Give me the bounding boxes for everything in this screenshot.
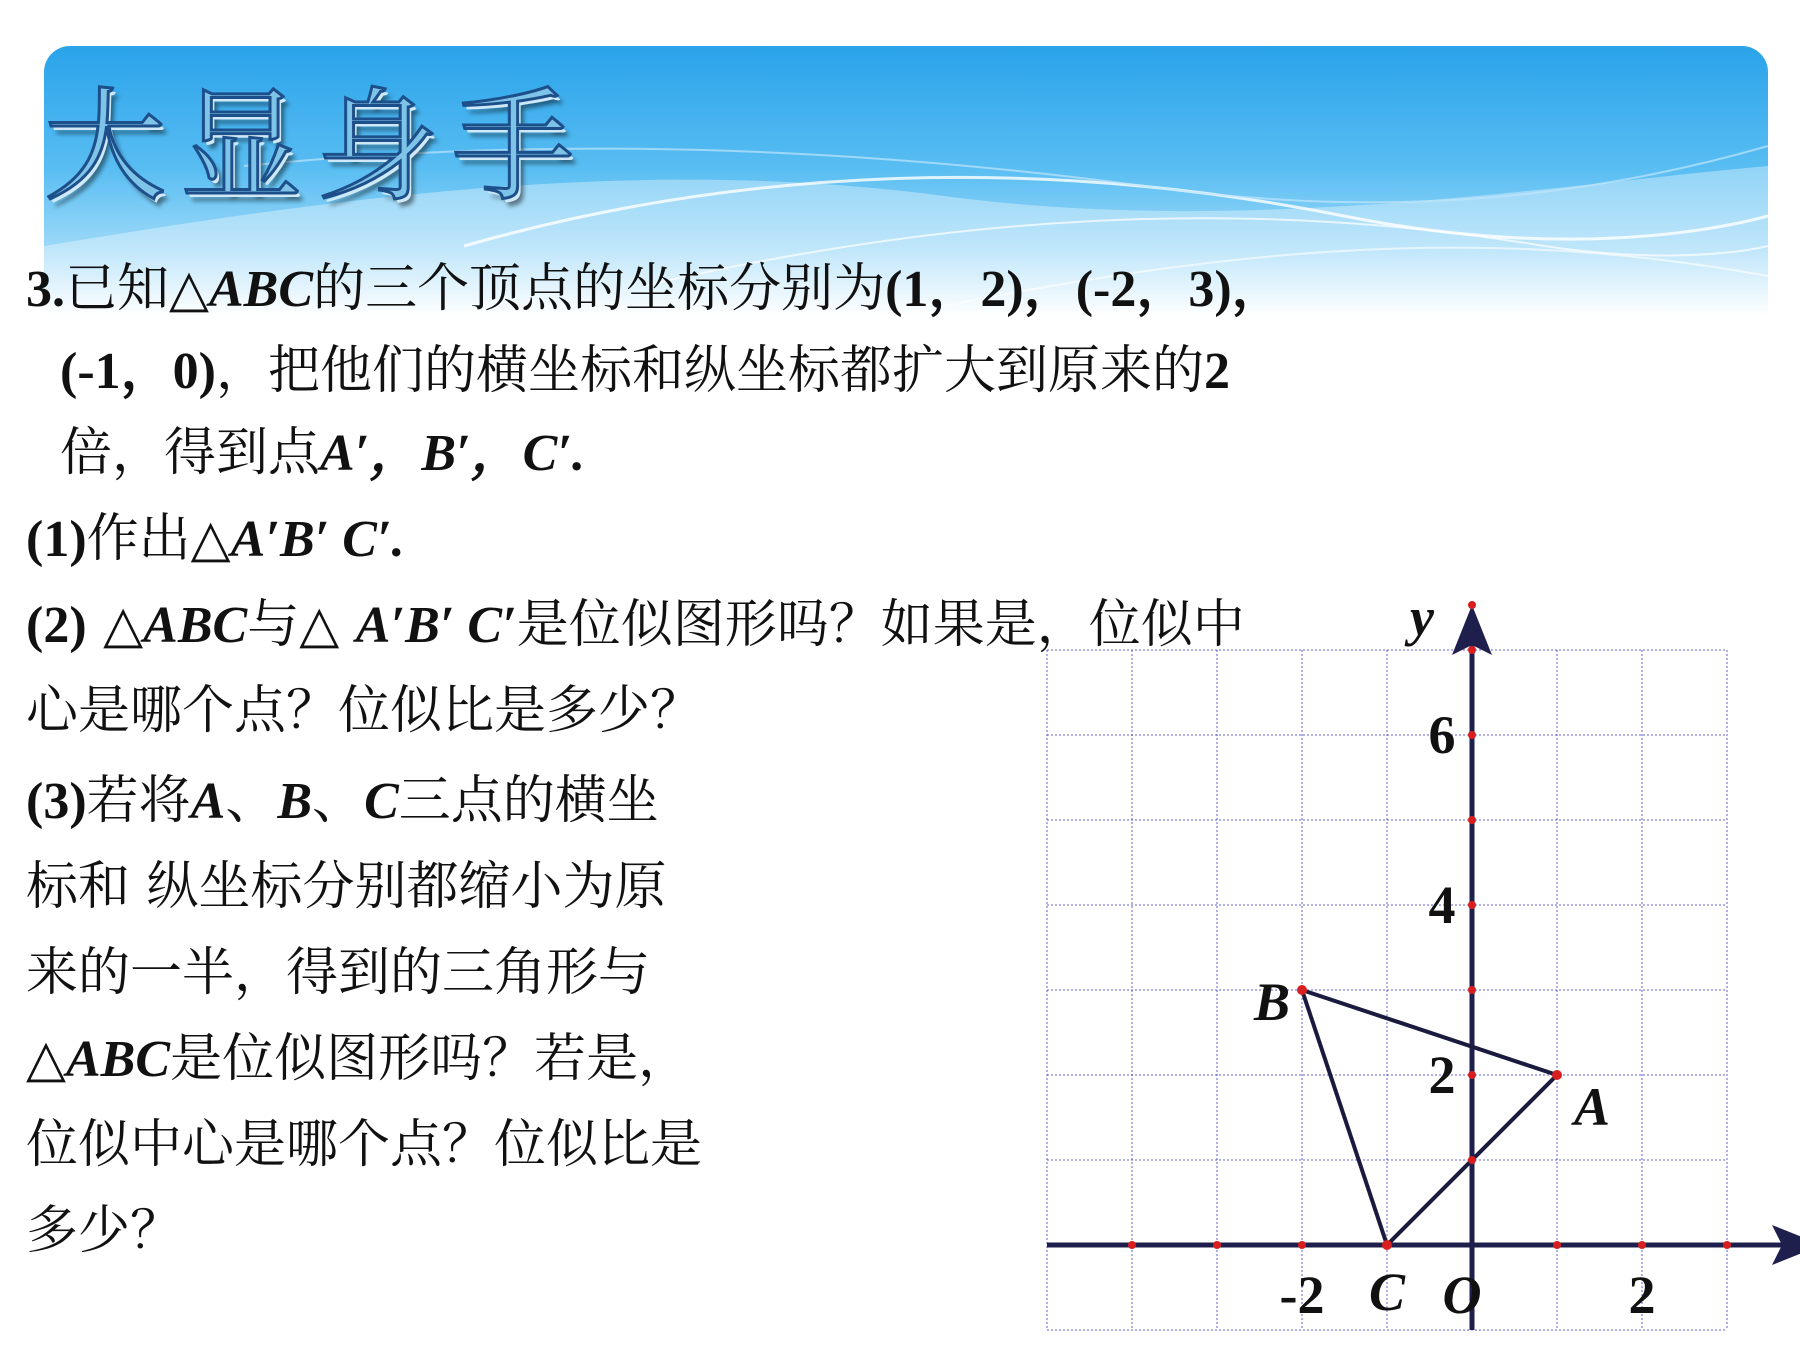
y-axis-label: y <box>1410 587 1434 647</box>
x-tick-dot <box>1298 1241 1306 1249</box>
point-label: C <box>364 773 399 830</box>
text: 若将 <box>86 771 191 831</box>
question-3-line-2: 标和 纵坐标分别都缩小为原 <box>26 857 667 917</box>
y-tick-dot <box>1468 731 1476 739</box>
text: 倍，得到点 <box>60 423 321 483</box>
text: 是位似图形吗？如果是，位似中 <box>516 595 1245 655</box>
triangle-abc <box>1297 985 1562 1250</box>
y-tick-dot <box>1468 1071 1476 1079</box>
x-tick-label: 2 <box>1628 1265 1656 1325</box>
origin-label: O <box>1442 1265 1482 1325</box>
points-label: A′，B′，C′. <box>320 425 585 482</box>
y-tick-dot <box>1468 901 1476 909</box>
triangle-abc-outline <box>1302 990 1557 1245</box>
problem-line-2 <box>60 340 1230 403</box>
x-tick-dot <box>1383 1241 1391 1249</box>
question-3-line-3: 来的一半，得到的三角形与 <box>26 943 651 1003</box>
scale-factor: 2 <box>1203 343 1230 400</box>
text: 是位似图形吗？若是， <box>170 1029 691 1089</box>
vertex-dot-b <box>1297 985 1307 995</box>
point-label: A <box>190 773 226 830</box>
axes <box>1047 605 1800 1330</box>
y-tick-dot <box>1468 986 1476 994</box>
y-tick-dot <box>1468 816 1476 824</box>
y-tick-dot <box>1468 1156 1476 1164</box>
x-tick-dot <box>1553 1241 1561 1249</box>
text: 、 <box>225 771 278 831</box>
grid <box>1047 650 1727 1330</box>
question-3-line-4 <box>26 1028 690 1091</box>
coordinate: (-1，0) <box>60 343 216 400</box>
banner-title: 大显身手 <box>44 76 588 218</box>
text: 、 <box>312 771 365 831</box>
question-2-cont: 心是哪个点？位似比是多少？ <box>26 681 703 741</box>
y-tick-dot <box>1468 601 1476 609</box>
point-label-c: C <box>1368 1262 1406 1322</box>
y-tick-label: 6 <box>1428 705 1456 765</box>
point-label-b: B <box>1253 972 1291 1032</box>
triangle-label: A′B′ C′ <box>355 597 517 654</box>
problem-line-1 <box>26 258 1284 321</box>
graph-labels <box>1253 587 1800 1325</box>
problem-number: 3. <box>26 261 65 318</box>
y-tick-label: 4 <box>1428 875 1456 935</box>
text: △ <box>26 1029 66 1089</box>
text: ，把他们的横坐标和纵坐标都扩大到原来的 <box>215 341 1204 401</box>
y-tick-dot <box>1468 646 1476 654</box>
vertex-dot-a <box>1552 1070 1562 1080</box>
question-3-line-1 <box>26 770 659 833</box>
question-3-line-6: 多少？ <box>26 1201 183 1261</box>
question-3-line-5: 位似中心是哪个点？位似比是 <box>26 1115 703 1175</box>
text: △ <box>103 595 144 655</box>
triangle-label: ABC <box>209 261 314 318</box>
point-label: B <box>277 773 313 830</box>
question-label: (1) <box>26 511 87 568</box>
question-2 <box>26 594 1245 657</box>
text: 作出△ <box>86 509 231 569</box>
text: 已知△ <box>65 259 209 319</box>
triangle-label: A′B′ C′. <box>230 511 405 568</box>
text: 与△ <box>247 595 356 655</box>
problem-line-3 <box>60 422 585 485</box>
question-label: (2) <box>26 597 87 654</box>
point-label-a: A <box>1573 1077 1611 1137</box>
x-tick-dot <box>1638 1241 1646 1249</box>
x-tick-dot <box>1723 1241 1731 1249</box>
coordinate-graph <box>1040 587 1800 1335</box>
question-1 <box>26 508 405 571</box>
text: 三点的横坐 <box>398 771 659 831</box>
x-tick-dot <box>1213 1241 1221 1249</box>
triangle-label: ABC <box>66 1031 171 1088</box>
y-tick-label: 2 <box>1428 1045 1456 1105</box>
question-label: (3) <box>26 773 87 830</box>
triangle-label: ABC <box>143 597 248 654</box>
x-tick-dot <box>1128 1241 1136 1249</box>
text: 的三个顶点的坐标分别为 <box>313 259 886 319</box>
coordinates: (1，2)，(-2，3)， <box>885 261 1284 318</box>
x-tick-label: -2 <box>1279 1265 1325 1325</box>
